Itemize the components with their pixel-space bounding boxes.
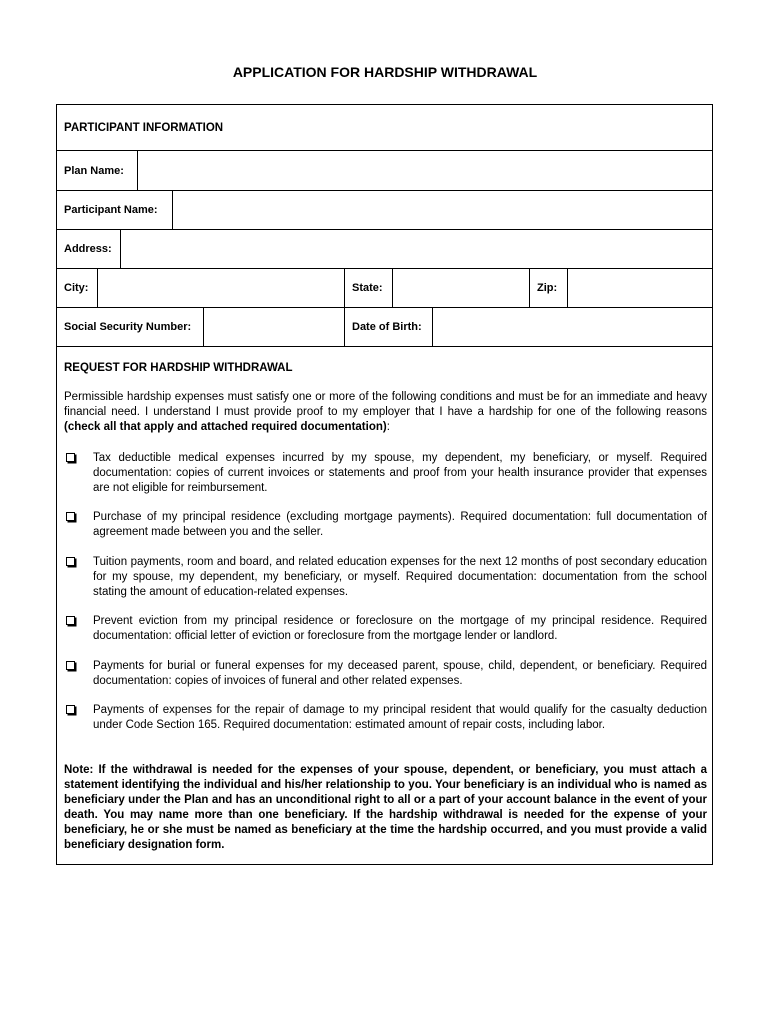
residence-purchase-checkbox[interactable] <box>66 512 75 521</box>
city-field[interactable] <box>97 269 344 307</box>
repair-checkbox[interactable] <box>66 705 75 714</box>
request-section <box>57 346 712 864</box>
beneficiary-note: Note: If the withdrawal is needed for the expenses of your spouse, dependent, or beneficiary, you must attach a statement identifying the individual and his/her relationship to you. Your beneficiary is an individual who is named as beneficiary under the Plan and has an unconditional right to all or a part of your account balance in the event of your death. You may name more than one beneficiary. If the hardship withdrawal is needed for the expense of your beneficiary, he or she must be named as beneficiary at the time the hardship occurred, and you must provide a valid beneficiary designation form. <box>64 764 707 851</box>
address-field[interactable] <box>120 230 712 268</box>
city-label: City: <box>64 282 89 294</box>
state-label: State: <box>344 269 392 307</box>
page-title: APPLICATION FOR HARDSHIP WITHDRAWAL <box>232 64 538 80</box>
dob-label: Date of Birth: <box>344 308 432 346</box>
plan-name-field[interactable] <box>137 151 712 190</box>
participant-name-field[interactable] <box>172 191 712 229</box>
request-heading: REQUEST FOR HARDSHIP WITHDRAWAL <box>64 362 293 374</box>
state-field[interactable] <box>392 269 529 307</box>
option-text: Tax deductible medical expenses incurred by my spouse, my dependent, my beneficiary, or myself. Required documentation: copies of current invoices or statements and proof from your health insurance provider that expenses are not eligible for reimbursement. <box>93 452 707 494</box>
plan-name-label: Plan Name: <box>64 164 124 177</box>
zip-field[interactable] <box>567 269 712 307</box>
option-text: Tuition payments, room and board, and related education expenses for the next 12 months of post secondary education for my spouse, my dependent, my beneficiary, or myself. Required documentation: documentation from the school stating the amount of education-related expenses. <box>93 556 707 598</box>
ssn-label: Social Security Number: <box>64 321 192 333</box>
request-intro: Permissible hardship expenses must satisfy one or more of the following conditions and must be for an immediate and heavy financial need. I understand I must provide proof to my employer that I have a hardship for one of the following reasons (check all that apply and attached required documentation): <box>64 391 707 433</box>
plan-name-row <box>57 150 712 190</box>
ssn-field[interactable] <box>203 308 344 346</box>
option-text: Payments of expenses for the repair of damage to my principal resident that would qualify for the casualty deduction under Code Section 165. Required documentation: estimated amount of repair costs, including labor. <box>93 704 707 731</box>
ssn-dob-row <box>57 307 712 346</box>
participant-name-row <box>57 190 712 229</box>
option-text: Payments for burial or funeral expenses for my deceased parent, spouse, child, dependent, or beneficiary. Required documentation: copies of invoices of funeral and other related expenses. <box>93 660 707 687</box>
city-state-zip-row <box>57 268 712 307</box>
tuition-checkbox[interactable] <box>66 557 75 566</box>
address-row <box>57 229 712 268</box>
medical-checkbox[interactable] <box>66 453 75 462</box>
zip-label: Zip: <box>529 269 567 307</box>
request-intro-bold: (check all that apply and attached required documentation) <box>64 421 387 433</box>
hardship-form <box>56 104 713 865</box>
option-text: Purchase of my principal residence (excluding mortgage payments). Required documentation: full documentation of agreement made between you and the seller. <box>93 511 707 538</box>
participant-name-label: Participant Name: <box>64 204 158 216</box>
participant-info-heading: PARTICIPANT INFORMATION <box>64 122 224 134</box>
eviction-checkbox[interactable] <box>66 616 75 625</box>
address-label: Address: <box>64 243 112 255</box>
option-text: Prevent eviction from my principal residence or foreclosure on the mortgage of my principal residence. Required documentation: official letter of eviction or foreclosure from the mortgage lender or landlord. <box>93 615 707 642</box>
funeral-checkbox[interactable] <box>66 661 75 670</box>
dob-field[interactable] <box>432 308 712 346</box>
